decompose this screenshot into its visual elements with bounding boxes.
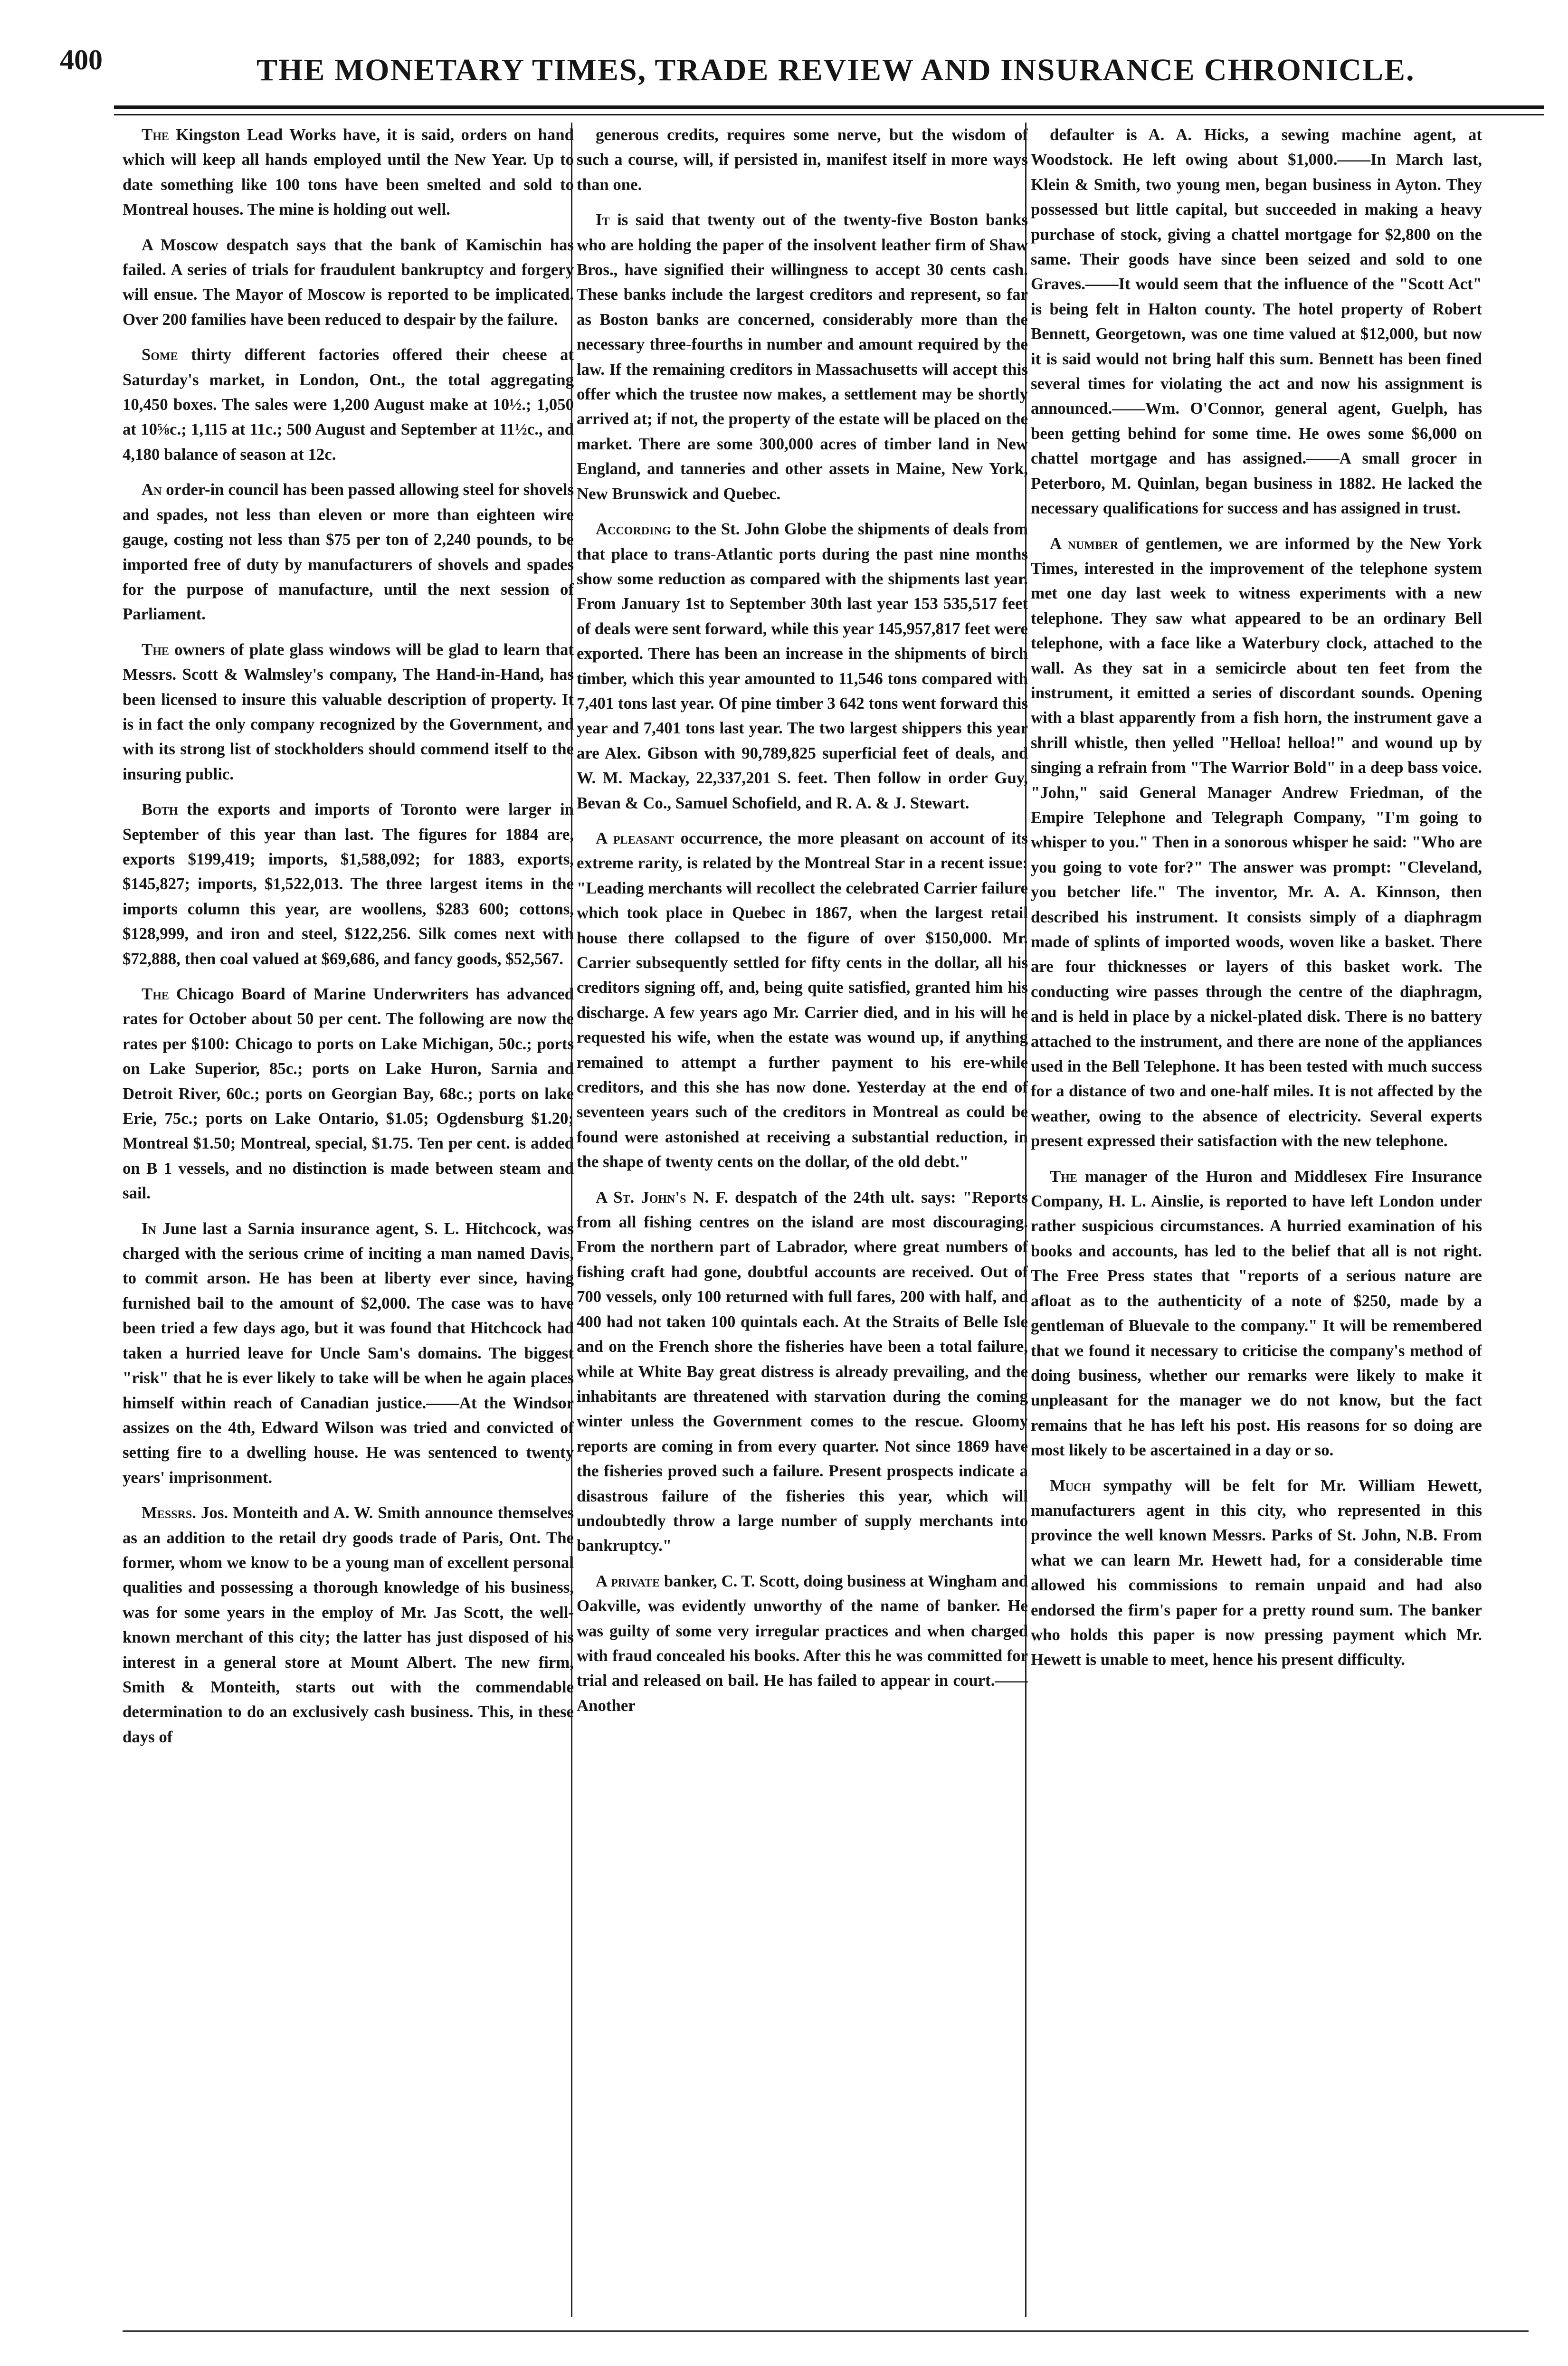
news-item	[123, 797, 574, 971]
news-item-text: to the St. John Globe the shipments of deals from that place to trans-Atlantic ports during the past nine months show some reduction as compared with the shipments last year. From January 1st to September 30th last year 153 535,517 feet of deals were sent forward, while this year 145,957,817 feet were exported. There has been an increase in the shipments of birch timber, which this year amounted to 11,546 tons compared with 7,401 tons last year. Of pine timber 3 642 tons went forward this year and 7,401 tons last year. The two largest shippers this year are Alex. Gibson with 90,789,825 superficial feet of deals, and W. M. Mackay, 22,337,201 S. feet. Then follow in order Guy, Bevan & Co., Samuel Schofield, and R. A. & J. Stewart.	[577, 520, 1028, 812]
news-item-lead: Messrs.	[142, 1503, 196, 1522]
news-item	[1031, 1473, 1482, 1672]
news-item-lead: According	[596, 520, 671, 539]
running-head-title: THE MONETARY TIMES, TRADE REVIEW AND INSURANCE CHRONICLE.	[257, 53, 1415, 87]
news-item-lead: The	[142, 985, 169, 1003]
news-item	[123, 982, 574, 1206]
news-item-lead: A St. John's	[596, 1188, 686, 1207]
news-item	[577, 1569, 1028, 1718]
column-1	[123, 123, 574, 2317]
news-item	[1031, 1164, 1482, 1463]
news-item-lead: Much	[1050, 1476, 1091, 1495]
news-item-text: defaulter is A. A. Hicks, a sewing machine agent, at Woodstock. He left owing about $1,000.——In March last, Klein & Smith, two young men, began business in Ayton. They possessed but little capital, but succeeded in making a heavy purchase of stock, giving a chattel mortgage for $2,800 on the same. Their goods have since been seized and sold to one Graves.——It would seem that the influence of the "Scott Act" is being felt in Halton county. The hotel property of Robert Bennett, Georgetown, was one time valued at $12,000, but now it is said would not bring half this sum. Bennett has been fined several times for violating the act and now his assignment is announced.——Wm. O'Connor, general agent, Guelph, has been getting behind for some time. He owes some $6,000 on chattel mortgage and has assigned.——A small grocer in Peterboro, M. Quinlan, began business in 1882. He lacked the necessary qualifications for success and has assigned in trust.	[1031, 125, 1482, 518]
news-item	[577, 826, 1028, 1175]
news-item-text: Chicago Board of Marine Underwriters has advanced rates for October about 50 per cent. The following are now the rates per $100: Chicago to ports on Lake Michigan, 50c.; ports on Lake Superior, 85c.; ports on Lake Huron, Sarnia and Detroit River, 60c.; ports on Georgian Bay, 68c.; ports on lake Erie, 75c.; ports on Lake Ontario, $1.05; Ogdensburg $1.20; Montreal $1.50; Montreal, special, $1.75. Ten per cent. is added on B 1 vessels, and no distinction is made between steam and sail.	[123, 985, 574, 1203]
news-item	[123, 342, 574, 467]
news-item-text: order-in council has been passed allowing steel for shovels and spades, not less than eleven or more than eighteen wire gauge, costing not less than $75 per ton of 2,240 pounds, to be imported free of duty by manufacturers of shovels and spades for the purpose of manufacture, until the next session of Parliament.	[123, 480, 574, 624]
news-item	[577, 1185, 1028, 1558]
news-item	[123, 233, 574, 333]
news-item-lead: In	[142, 1219, 156, 1238]
news-item-text: A Moscow despatch says that the bank of Kamischin has failed. A series of trials for fraudulent bankruptcy and forgery will ensue. The Mayor of Moscow is reported to be implicated. Over 200 families have been reduced to despair by the failure.	[123, 235, 574, 329]
news-item-text: Jos. Monteith and A. W. Smith announce themselves as an addition to the retail dry goods trade of Paris, Ont. The former, whom we know to be a young man of excellent personal qualities and possessing a thorough knowledge of his business, was for some years in the employ of Mr. Jas Scott, the well-known merchant of this city; the latter has just disposed of his interest in a general store at Mount Albert. The new firm, Smith & Monteith, starts out with the commendable determination to do an exclusively cash business. This, in these days of	[123, 1503, 574, 1746]
news-item-lead: The	[142, 640, 169, 659]
page-number: 400	[60, 44, 103, 76]
news-item-lead: Some	[142, 345, 178, 364]
news-item-lead: Both	[142, 800, 178, 819]
news-item-text: banker, C. T. Scott, doing business at Wingham and Oakville, was evidently unworthy of the name of banker. He was guilty of some very irregular practices and when charged with fraud concealed his books. After this he was committed for trial and released on bail. He has failed to appear in court.——Another	[577, 1571, 1028, 1715]
news-item-text: the exports and imports of Toronto were larger in September of this year than last. The figures for 1884 are, exports $199,419; imports, $1,588,092; for 1883, exports, $145,827; imports, $1,522,013. The three largest items in the imports column this year, are woollens, $283 600; cottons, $128,999, and iron and steel, $122,256. Silk comes next with $72,888, then coal valued at $69,686, and fancy goods, $52,567.	[123, 800, 574, 968]
news-item	[123, 123, 574, 222]
news-item-lead: The	[142, 125, 169, 144]
header-rule-light	[114, 114, 1544, 115]
news-item-lead: A pleasant	[596, 828, 674, 847]
news-item-lead: A number	[1050, 534, 1119, 553]
news-item-text: manager of the Huron and Middlesex Fire Insurance Company, H. L. Ainslie, is reported to have left London under rather suspicious circumstances. A hurried examination of his books and accounts, has led to the belief that all is not right. The Free Press states that "reports of a serious nature are afloat as to the authenticity of a note of $250, made by a gentleman of Bluevale to the company." It will be remembered that we found it necessary to criticise the company's method of doing business, whether our remarks were likely to make it unpleasant for the manager we do not know, but the fact remains that he has left his post. His reasons for so doing are most likely to be ascertained in a day or so.	[1031, 1167, 1482, 1460]
news-item	[577, 208, 1028, 506]
news-item-lead: The	[1050, 1167, 1077, 1186]
news-item	[577, 517, 1028, 816]
news-item	[577, 123, 1028, 197]
news-item-lead: It	[596, 210, 610, 229]
news-item-text: is said that twenty out of the twenty-five Boston banks who are holding the paper of the insolvent leather firm of Shaw Bros., have signified their willingness to accept 30 cents cash. These banks include the largest creditors and represent, so far as Boston banks are concerned, considerably more than the necessary three-fourths in number and amount required by the law. If the remaining creditors in Massachusetts will accept this offer which the trustee now makes, a settlement may be shortly arrived at; if not, the property of the estate will be placed on the market. There are some 300,000 acres of timber land in New England, and tanneries and other assets in Maine, New York, New Brunswick and Quebec.	[577, 210, 1028, 503]
news-item-text: generous credits, requires some nerve, but the wisdom of such a course, will, if persisted in, manifest itself in more ways than one.	[577, 125, 1028, 194]
news-item	[123, 477, 574, 627]
news-item-text: owners of plate glass windows will be glad to learn that Messrs. Scott & Walmsley's company, The Hand-in-Hand, has been licensed to insure this valuable description of property. It is in fact the only company recognized by the Government, and with its strong list of stockholders should commend itself to the insuring public.	[123, 640, 574, 783]
news-item-text: thirty different factories offered their cheese at Saturday's market, in London, Ont., the total aggregating 10,450 boxes. The sales were 1,200 August make at 10½.; 1,050 at 10⅝c.; 1,115 at 11c.; 500 August and September at 11½c., and 4,180 balance of season at 12c.	[123, 345, 574, 464]
news-item-lead: A private	[596, 1571, 660, 1590]
news-item	[1031, 123, 1482, 521]
column-2	[577, 123, 1028, 2317]
news-item	[123, 1501, 574, 1749]
news-item	[123, 637, 574, 787]
column-3	[1031, 123, 1482, 2317]
bottom-rule	[123, 2330, 1529, 2332]
news-item	[1031, 532, 1482, 1154]
news-item-text: June last a Sarnia insurance agent, S. L. Hitchcock, was charged with the serious crime of inciting a man named Davis, to commit arson. He has been at liberty ever since, having furnished bail to the amount of $2,000. The case was to have been tried a few days ago, but it was found that Hitchcock had taken a hurried leave for Uncle Sam's domains. The biggest "risk" that he is ever likely to take will be when he again places himself within reach of Canadian justice.——At the Windsor assizes on the 4th, Edward Wilson was tried and convicted of setting fire to a dwelling house. He was sentenced to twenty years' imprisonment.	[123, 1219, 574, 1487]
news-item-text: Kingston Lead Works have, it is said, orders on hand which will keep all hands employed until the New Year. Up to date something like 100 tons have been smelted and sold to Montreal houses. The mine is holding out well.	[123, 125, 574, 219]
news-item-lead: An	[142, 480, 162, 499]
news-item-text: occurrence, the more pleasant on account of its extreme rarity, is related by the Montreal Star in a recent issue: "Leading merchants will recollect the celebrated Carrier failure which took place in Quebec in 1867, when the largest retail house there collapsed to the figure of over $150,000. Mr. Carrier subsequently settled for fifty cents in the dollar, all his creditors signing off, and, being quite satisfied, granted him his discharge. A few years ago Mr. Carrier died, and in his will he requested his wife, when the estate was wound up, if anything remained to attempt a further payment to his ere-while creditors, and this she has now done. Yesterday at the end of seventeen years such of the creditors in Montreal as could be found were astonished at receiving a substantial reduction, in the shape of twenty cents on the dollar, of the old debt."	[577, 828, 1028, 1171]
news-item-text: of gentlemen, we are informed by the New York Times, interested in the improvement of the telephone system met one day last week to witness experiments with a new telephone. They saw what appeared to be an ordinary Bell telephone, with a face like a Waterbury clock, attached to the wall. As they sat in a semicircle about ten feet from the instrument, it emitted a series of discordant sounds. Opening with a blast apparently from a fish horn, the instrument gave a shrill whistle, then yelled "Helloa! helloa!" and wound up by singing a refrain from "The Warrior Bold" in a deep bass voice. "John," said General Manager Andrew Friedman, of the Empire Telephone and Telegraph Company, "I'm going to whisper to you." Then in a sonorous whisper he said: "Who are you going to vote for?" The answer was prompt: "Cleveland, you betcher life." The inventor, Mr. A. A. Kinnson, then described his instrument. It consists simply of a diaphragm made of splints of imported woods, woven like a basket. There are four thicknesses or layers of this basket work. The conducting wire passes through the centre of the diaphragm, and is held in place by a nickel-plated disk. There is no battery attached to the instrument, and there are none of the appliances used in the Bell Telephone. It has been tested with much success for a distance of two and one-half miles. It is not affected by the weather, owing to the absence of electricity. Several experts present expressed their satisfaction with the new telephone.	[1031, 534, 1482, 1150]
news-item-text: sympathy will be felt for Mr. William Hewett, manufacturers agent in this city, who represented in this province the well known Messrs. Parks of St. John, N.B. From what we can learn Mr. Hewett had, for a considerable time allowed his commissions to remain unpaid and had also endorsed the firm's paper for a pretty round sum. The banker who holds this paper is now pressing payment which Mr. Hewett is unable to meet, hence his present difficulty.	[1031, 1476, 1482, 1669]
news-item-text: N. F. despatch of the 24th ult. says: "Reports from all fishing centres on the island are most discouraging. From the northern part of Labrador, where great numbers of fishing craft had gone, doubtful accounts are received. Out of 700 vessels, only 100 returned with full fares, 200 with half, and 400 had not taken 100 quintals each. At the Straits of Belle Isle and on the French shore the fisheries have been a total failure, while at White Bay great distress is already prevailing, and the inhabitants are threatened with starvation during the coming winter unless the Government comes to the rescue. Gloomy reports are coming in from every quarter. Not since 1869 have the fisheries proved such a failure. Present prospects indicate a disastrous failure of the fisheries this year, which will undoubtedly throw a large number of supply merchants into bankruptcy."	[577, 1188, 1028, 1555]
news-item	[123, 1216, 574, 1490]
header-rule-heavy	[114, 105, 1544, 109]
